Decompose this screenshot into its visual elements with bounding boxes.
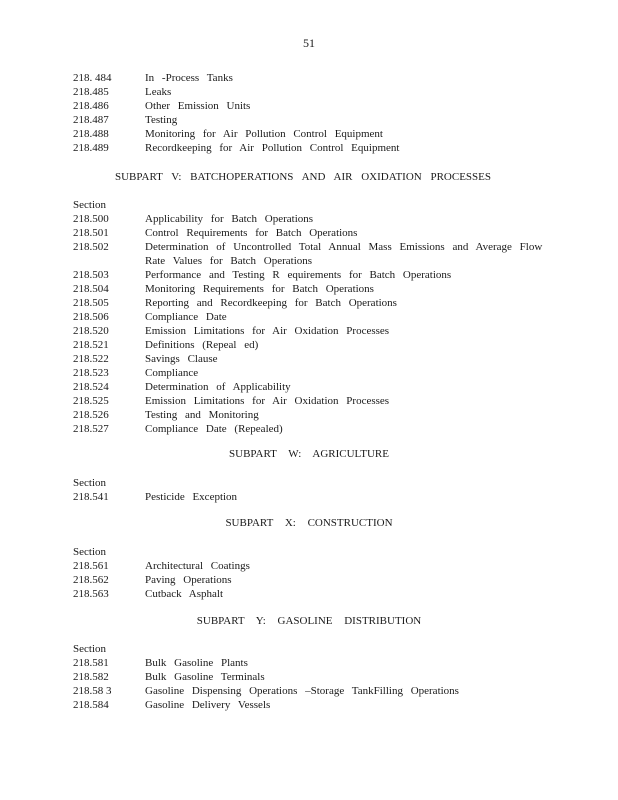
list-item	[73, 380, 543, 394]
section-title: Determination of Uncontrolled Total Annual Mass Emissions and Average Flow Rate Values for Batch Operations	[145, 241, 543, 267]
subpart-y-heading: SUBPART Y: GASOLINE DISTRIBUTION	[196, 615, 422, 627]
section-title: Testing	[145, 114, 178, 126]
section-title: Compliance Date	[145, 311, 227, 323]
subpart-w-heading: SUBPART W: AGRICULTURE	[229, 448, 389, 460]
section-number: 218.487	[73, 114, 109, 126]
section-number: 218.485	[73, 86, 109, 98]
section-number: 218.584	[73, 699, 109, 711]
list-item	[73, 656, 543, 670]
section-title: Pesticide Exception	[145, 491, 238, 503]
list-item	[73, 240, 543, 268]
list-item	[73, 141, 543, 155]
section-number: 218.563	[73, 588, 109, 600]
list-item	[73, 212, 543, 226]
section-title: Bulk Gasoline Plants	[145, 657, 248, 669]
section-list-subpart-w	[73, 476, 543, 504]
section-title: Compliance Date (Repealed)	[145, 423, 283, 435]
section-title: Determination of Applicability	[145, 381, 291, 393]
section-number: 218.520	[73, 325, 109, 337]
list-item	[73, 282, 543, 296]
section-title: Testing and Monitoring	[145, 409, 259, 421]
section-title: Control Requirements for Batch Operations	[145, 227, 358, 239]
section-number: 218.501	[73, 227, 109, 239]
list-item	[73, 573, 543, 587]
section-number: 218.502	[73, 241, 109, 253]
list-item	[73, 296, 543, 310]
section-title: Gasoline Dispensing Operations –Storage TankFilling Operations	[145, 685, 459, 697]
section-number: 218.521	[73, 339, 109, 351]
list-item	[73, 99, 543, 113]
section-number: 218.506	[73, 311, 109, 323]
list-item	[73, 268, 543, 282]
section-title: Emission Limitations for Air Oxidation Processes	[145, 395, 390, 407]
section-title: Architectural Coatings	[145, 560, 250, 572]
page-number: 51	[303, 36, 315, 50]
section-number: 218.523	[73, 367, 109, 379]
section-title: Paving Operations	[145, 574, 232, 586]
section-list-subpart-v	[73, 198, 543, 436]
list-item	[73, 127, 543, 141]
section-list-top	[73, 71, 543, 155]
section-title: Gasoline Delivery Vessels	[145, 699, 271, 711]
section-title: Monitoring Requirements for Batch Operations	[145, 283, 374, 295]
list-item	[73, 85, 543, 99]
list-item	[73, 226, 543, 240]
section-number: 218.489	[73, 142, 109, 154]
section-title: In -Process Tanks	[145, 72, 233, 84]
subpart-x-heading: SUBPART X: CONSTRUCTION	[225, 517, 393, 529]
section-title: Performance and Testing R equirements for Batch Operations	[145, 269, 452, 281]
section-title: Monitoring for Air Pollution Control Equipment	[145, 128, 383, 140]
section-title: Bulk Gasoline Terminals	[145, 671, 265, 683]
section-number: 218.504	[73, 283, 109, 295]
list-item	[73, 113, 543, 127]
section-number: 218.561	[73, 560, 109, 572]
section-title: Leaks	[145, 86, 172, 98]
section-title: Recordkeeping for Air Pollution Control Equipment	[145, 142, 400, 154]
section-number: 218.58 3	[73, 685, 112, 697]
section-number: 218. 484	[73, 72, 112, 84]
section-number: 218.524	[73, 381, 109, 393]
section-number: 218.526	[73, 409, 109, 421]
list-item	[73, 338, 543, 352]
list-item	[73, 670, 543, 684]
section-label: Section	[73, 546, 106, 558]
list-item	[73, 394, 543, 408]
section-number: 218.562	[73, 574, 109, 586]
section-label: Section	[73, 643, 106, 655]
list-item	[73, 559, 543, 573]
section-list-subpart-x	[73, 545, 543, 601]
section-list-subpart-y	[73, 642, 543, 712]
section-title: Other Emission Units	[145, 100, 251, 112]
section-number: 218.581	[73, 657, 109, 669]
list-item	[73, 71, 543, 85]
subpart-v-heading: SUBPART V: BATCHOPERATIONS AND AIR OXIDATION PROCESSES	[115, 171, 492, 183]
section-title: Compliance	[145, 367, 199, 379]
list-item	[73, 422, 543, 436]
list-item	[73, 366, 543, 380]
list-item	[73, 684, 543, 698]
list-item	[73, 587, 543, 601]
section-label: Section	[73, 477, 106, 489]
section-title: Emission Limitations for Air Oxidation Processes	[145, 325, 390, 337]
section-number: 218.527	[73, 423, 109, 435]
section-number: 218.505	[73, 297, 109, 309]
section-number: 218.525	[73, 395, 109, 407]
section-label: Section	[73, 199, 106, 211]
section-title: Reporting and Recordkeeping for Batch Operations	[145, 297, 397, 309]
section-title: Cutback Asphalt	[145, 588, 224, 600]
section-title: Savings Clause	[145, 353, 218, 365]
section-number: 218.522	[73, 353, 109, 365]
list-item	[73, 698, 543, 712]
section-number: 218.503	[73, 269, 109, 281]
list-item	[73, 490, 543, 504]
section-number: 218.541	[73, 491, 109, 503]
list-item	[73, 324, 543, 338]
list-item	[73, 310, 543, 324]
list-item	[73, 408, 543, 422]
section-number: 218.486	[73, 100, 109, 112]
list-item	[73, 352, 543, 366]
section-number: 218.488	[73, 128, 109, 140]
section-number: 218.582	[73, 671, 109, 683]
section-title: Applicability for Batch Operations	[145, 213, 314, 225]
section-title: Definitions (Repeal ed)	[145, 339, 259, 351]
section-number: 218.500	[73, 213, 109, 225]
